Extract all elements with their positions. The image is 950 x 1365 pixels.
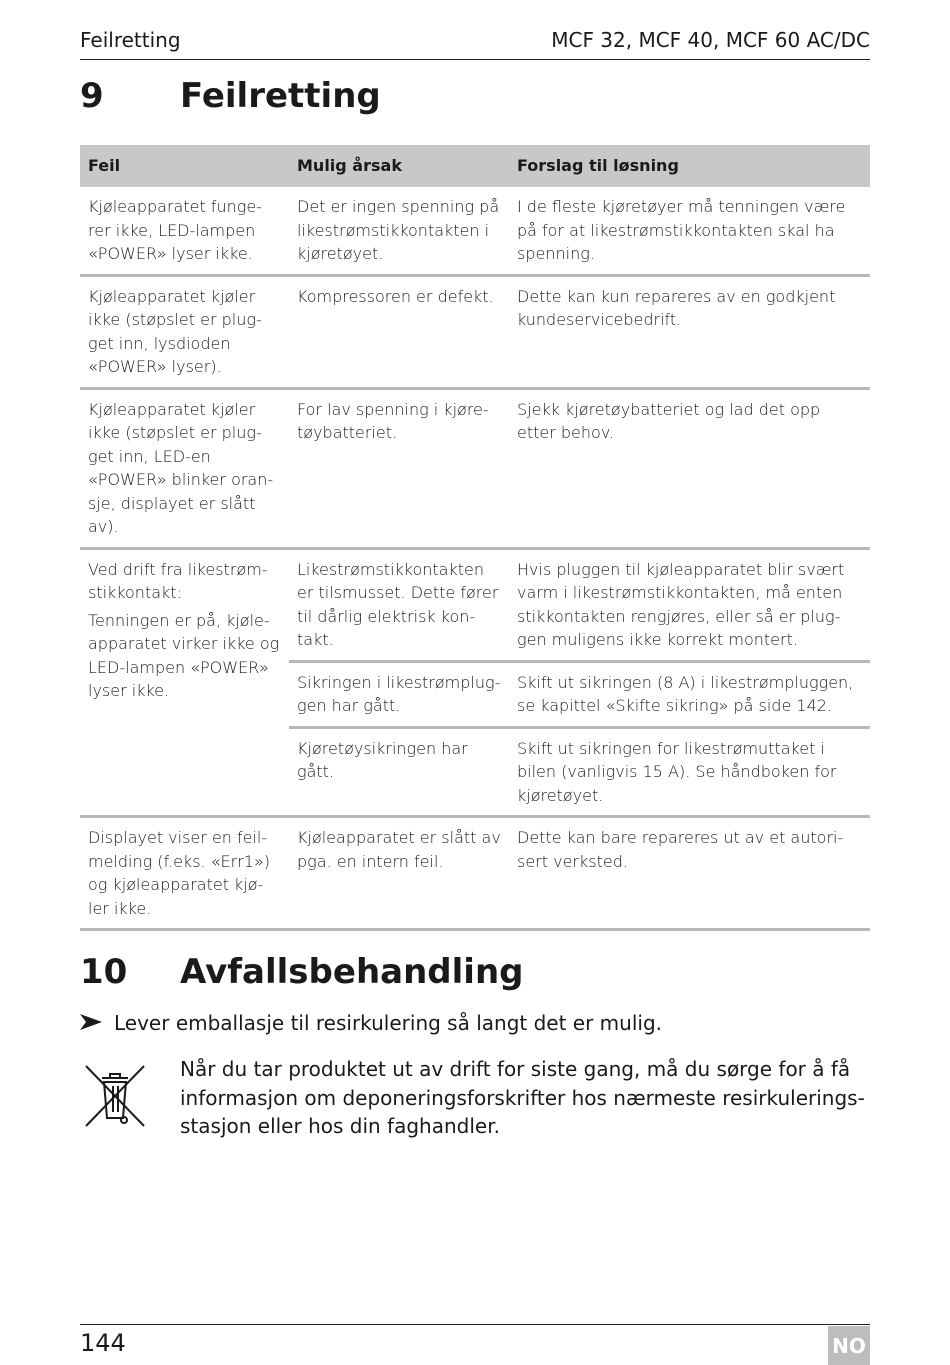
- recycling-bullet: [80, 1011, 662, 1035]
- fault-cell: Kjøleapparatet kjøler ikke (støpslet er plug-get inn, LED-en «POWER» blinker oran-sje, displayet er slått av).: [80, 388, 289, 548]
- fault-cell: Displayet viser en feil-melding (f.eks. «Err1») og kjøleapparatet kjø-ler ikke.: [80, 817, 289, 930]
- header-rule: [80, 59, 870, 60]
- table-header-row: [80, 145, 870, 187]
- cause-cell: Sikringen i likestrømplug-gen har gått.: [289, 661, 509, 727]
- section-10-number: 10: [80, 952, 128, 992]
- cause-cell: Kjøleapparatet er slått av pga. en intern feil.: [289, 817, 509, 930]
- running-header-left: Feilretting: [80, 28, 181, 52]
- language-badge: NO: [828, 1326, 870, 1365]
- table-row: [80, 187, 870, 275]
- solution-cell: I de fleste kjøretøyer må tenningen være på for at likestrømstikkontakten skal ha spenning.: [509, 187, 870, 275]
- fault-cell: [80, 548, 289, 817]
- cause-cell: Kjøretøysikringen har gått.: [289, 727, 509, 817]
- solution-cell: Dette kan kun repareres av en godkjent kundeservicebedrift.: [509, 275, 870, 388]
- table-row: [80, 388, 870, 548]
- crossed-out-bin-icon: [80, 1060, 150, 1130]
- cause-cell: Det er ingen spenning på likestrømstikkontakten i kjøretøyet.: [289, 187, 509, 275]
- cause-cell: Kompressoren er defekt.: [289, 275, 509, 388]
- column-header-solution: Forslag til løsning: [509, 145, 870, 187]
- arrow-right-icon: [80, 1011, 114, 1035]
- table-row: [80, 817, 870, 930]
- fault-cell: Kjøleapparatet kjøler ikke (støpslet er plug-get inn, lysdioden «POWER» lyser).: [80, 275, 289, 388]
- solution-cell: Sjekk kjøretøybatteriet og lad det opp etter behov.: [509, 388, 870, 548]
- table-row: [80, 275, 870, 388]
- fault-detail-text: Tenningen er på, kjøle-apparatet virker ikke og LED-lampen «POWER» lyser ikke.: [88, 610, 280, 700]
- solution-cell: Dette kan bare repareres ut av et autori-sert verksted.: [509, 817, 870, 930]
- column-header-fault: Feil: [80, 145, 289, 187]
- footer-rule: [80, 1324, 870, 1325]
- solution-cell: Skift ut sikringen for likestrømuttaket i bilen (vanligvis 15 A). Se håndboken for kjøretøyet.: [509, 727, 870, 817]
- fault-cell: Kjøleapparatet funge-rer ikke, LED-lampen «POWER» lyser ikke.: [80, 187, 289, 275]
- bullet-text: Lever emballasje til resirkulering så langt det er mulig.: [114, 1011, 662, 1035]
- solution-cell: Skift ut sikringen (8 A) i likestrømpluggen, se kapittel «Skifte sikring» på side 142.: [509, 661, 870, 727]
- section-9-title: Feilretting: [180, 76, 381, 116]
- solution-cell: Hvis pluggen til kjøleapparatet blir svært varm i likestrømstikkontakten, må enten stikkontakten rengjøres, eller så er plug-gen muligens ikke korrekt montert.: [509, 548, 870, 661]
- fault-text: Ved drift fra likestrøm-stikkontakt:: [88, 559, 268, 602]
- troubleshooting-table: [80, 145, 870, 931]
- running-header-right: MCF 32, MCF 40, MCF 60 AC/DC: [551, 28, 870, 52]
- section-10-title: Avfallsbehandling: [180, 952, 524, 992]
- page-number: 144: [80, 1329, 126, 1357]
- disposal-note: Når du tar produktet ut av drift for siste gang, må du sørge for å få informasjon om deponeringsforskrifter hos nærmeste resirkulerings-stasjon eller hos din faghandler.: [180, 1057, 865, 1138]
- cause-cell: Likestrømstikkontakten er tilsmusset. Dette fører til dårlig elektrisk kon-takt.: [289, 548, 509, 661]
- table-row: [80, 548, 870, 661]
- section-9-number: 9: [80, 76, 104, 116]
- column-header-cause: Mulig årsak: [289, 145, 509, 187]
- cause-cell: For lav spenning i kjøre-tøybatteriet.: [289, 388, 509, 548]
